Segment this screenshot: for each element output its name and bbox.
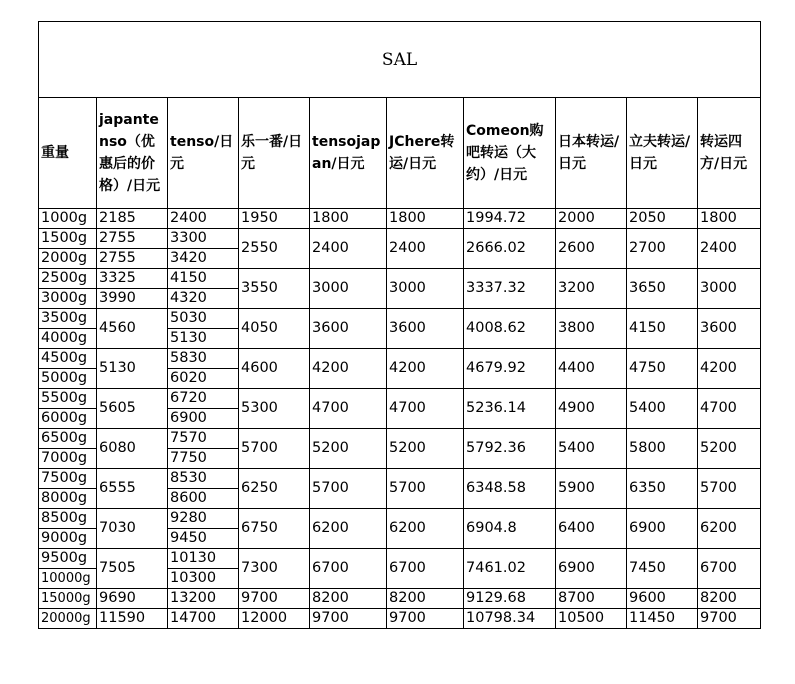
cell-weight: 7500g: [39, 469, 97, 489]
cell-lifu: 9600: [627, 589, 698, 609]
cell-weight: 5000g: [39, 369, 97, 389]
cell-tenso: 8530: [168, 469, 239, 489]
cell-jchere: 1800: [387, 209, 464, 229]
cell-weight: 9000g: [39, 529, 97, 549]
cell-sifang: 9700: [698, 609, 761, 629]
cell-weight: 4500g: [39, 349, 97, 369]
cell-riben: 3200: [556, 269, 627, 309]
header-comeon: Comeon购吧转运（大约）/日元: [464, 98, 556, 209]
table-row: [39, 389, 761, 409]
cell-tenso: 3420: [168, 249, 239, 269]
cell-japantenso: 3990: [97, 289, 168, 309]
cell-leyifan: 5300: [239, 389, 310, 429]
cell-leyifan: 7300: [239, 549, 310, 589]
cell-lifu: 7450: [627, 549, 698, 589]
cell-jchere: 4700: [387, 389, 464, 429]
cell-leyifan: 5700: [239, 429, 310, 469]
cell-comeon: 4008.62: [464, 309, 556, 349]
table-row: [39, 589, 761, 609]
cell-weight: 7000g: [39, 449, 97, 469]
cell-riben: 6400: [556, 509, 627, 549]
cell-weight: 1500g: [39, 229, 97, 249]
cell-riben: 2000: [556, 209, 627, 229]
sal-price-table-wrapper: [38, 21, 760, 629]
cell-jchere: 6200: [387, 509, 464, 549]
cell-riben: 6900: [556, 549, 627, 589]
cell-weight: 9500g: [39, 549, 97, 569]
cell-tensojapan: 9700: [310, 609, 387, 629]
cell-japantenso: 6555: [97, 469, 168, 509]
cell-japantenso: 3325: [97, 269, 168, 289]
header-jchere: JChere转运/日元: [387, 98, 464, 209]
cell-tensojapan: 6200: [310, 509, 387, 549]
cell-riben: 10500: [556, 609, 627, 629]
cell-lifu: 3650: [627, 269, 698, 309]
header-weight: 重量: [39, 98, 97, 209]
table-row: [39, 309, 761, 329]
cell-jchere: 4200: [387, 349, 464, 389]
title-row: [39, 22, 761, 98]
cell-comeon: 1994.72: [464, 209, 556, 229]
cell-leyifan: 9700: [239, 589, 310, 609]
cell-japantenso: 2755: [97, 249, 168, 269]
cell-jchere: 5700: [387, 469, 464, 509]
sal-price-table: [38, 21, 761, 629]
cell-tenso: 5130: [168, 329, 239, 349]
cell-tenso: 5830: [168, 349, 239, 369]
cell-tensojapan: 3000: [310, 269, 387, 309]
header-riben: 日本转运/日元: [556, 98, 627, 209]
cell-sifang: 8200: [698, 589, 761, 609]
cell-comeon: 4679.92: [464, 349, 556, 389]
cell-japantenso: 2755: [97, 229, 168, 249]
cell-lifu: 4750: [627, 349, 698, 389]
cell-tensojapan: 1800: [310, 209, 387, 229]
table-row: [39, 349, 761, 369]
cell-jchere: 3000: [387, 269, 464, 309]
cell-riben: 2600: [556, 229, 627, 269]
cell-japantenso: 5605: [97, 389, 168, 429]
cell-lifu: 5400: [627, 389, 698, 429]
cell-tensojapan: 3600: [310, 309, 387, 349]
cell-tenso: 13200: [168, 589, 239, 609]
cell-weight: 8500g: [39, 509, 97, 529]
cell-japantenso: 7505: [97, 549, 168, 589]
cell-comeon: 3337.32: [464, 269, 556, 309]
cell-leyifan: 6750: [239, 509, 310, 549]
cell-weight: 4000g: [39, 329, 97, 349]
cell-jchere: 6700: [387, 549, 464, 589]
cell-weight: 2500g: [39, 269, 97, 289]
table-row: [39, 269, 761, 289]
cell-weight: 1000g: [39, 209, 97, 229]
cell-weight: 5500g: [39, 389, 97, 409]
cell-japantenso: 6080: [97, 429, 168, 469]
cell-leyifan: 1950: [239, 209, 310, 229]
cell-tenso: 7570: [168, 429, 239, 449]
cell-tenso: 9280: [168, 509, 239, 529]
cell-sifang: 6200: [698, 509, 761, 549]
table-title: SAL: [39, 22, 761, 98]
cell-tensojapan: 4700: [310, 389, 387, 429]
cell-japantenso: 11590: [97, 609, 168, 629]
cell-sifang: 1800: [698, 209, 761, 229]
cell-weight: 3500g: [39, 309, 97, 329]
cell-lifu: 2050: [627, 209, 698, 229]
cell-tenso: 8600: [168, 489, 239, 509]
cell-lifu: 2700: [627, 229, 698, 269]
cell-leyifan: 2550: [239, 229, 310, 269]
cell-tenso: 7750: [168, 449, 239, 469]
cell-comeon: 5236.14: [464, 389, 556, 429]
table-row: [39, 609, 761, 629]
header-leyifan: 乐一番/日元: [239, 98, 310, 209]
cell-tenso: 2400: [168, 209, 239, 229]
cell-weight: 2000g: [39, 249, 97, 269]
cell-jchere: 8200: [387, 589, 464, 609]
cell-sifang: 4200: [698, 349, 761, 389]
header-lifu: 立夫转运/日元: [627, 98, 698, 209]
cell-weight: 15000g: [39, 589, 97, 609]
cell-sifang: 2400: [698, 229, 761, 269]
cell-tensojapan: 5700: [310, 469, 387, 509]
cell-jchere: 2400: [387, 229, 464, 269]
cell-sifang: 4700: [698, 389, 761, 429]
cell-jchere: 9700: [387, 609, 464, 629]
table-row: [39, 469, 761, 489]
cell-japantenso: 4560: [97, 309, 168, 349]
cell-leyifan: 4050: [239, 309, 310, 349]
cell-lifu: 11450: [627, 609, 698, 629]
cell-riben: 5400: [556, 429, 627, 469]
cell-tenso: 9450: [168, 529, 239, 549]
cell-tensojapan: 6700: [310, 549, 387, 589]
cell-riben: 5900: [556, 469, 627, 509]
cell-weight: 6500g: [39, 429, 97, 449]
cell-lifu: 5800: [627, 429, 698, 469]
header-sifang: 转运四方/日元: [698, 98, 761, 209]
header-japantenso: japantenso（优惠后的价格）/日元: [97, 98, 168, 209]
cell-riben: 4900: [556, 389, 627, 429]
cell-comeon: 2666.02: [464, 229, 556, 269]
cell-sifang: 6700: [698, 549, 761, 589]
cell-tenso: 10300: [168, 569, 239, 589]
cell-jchere: 3600: [387, 309, 464, 349]
cell-weight: 10000g: [39, 569, 97, 589]
cell-tenso: 14700: [168, 609, 239, 629]
cell-tenso: 4320: [168, 289, 239, 309]
cell-leyifan: 12000: [239, 609, 310, 629]
header-row: [39, 98, 761, 209]
cell-sifang: 5200: [698, 429, 761, 469]
cell-leyifan: 4600: [239, 349, 310, 389]
table-row: [39, 549, 761, 569]
cell-tensojapan: 2400: [310, 229, 387, 269]
cell-comeon: 5792.36: [464, 429, 556, 469]
cell-comeon: 6348.58: [464, 469, 556, 509]
cell-leyifan: 3550: [239, 269, 310, 309]
cell-lifu: 6350: [627, 469, 698, 509]
cell-riben: 4400: [556, 349, 627, 389]
cell-sifang: 3600: [698, 309, 761, 349]
cell-tenso: 4150: [168, 269, 239, 289]
cell-riben: 8700: [556, 589, 627, 609]
table-row: [39, 229, 761, 249]
cell-tenso: 6900: [168, 409, 239, 429]
cell-lifu: 4150: [627, 309, 698, 349]
cell-weight: 3000g: [39, 289, 97, 309]
cell-lifu: 6900: [627, 509, 698, 549]
cell-japantenso: 9690: [97, 589, 168, 609]
cell-japantenso: 5130: [97, 349, 168, 389]
cell-weight: 8000g: [39, 489, 97, 509]
cell-tenso: 6020: [168, 369, 239, 389]
cell-jchere: 5200: [387, 429, 464, 469]
cell-tenso: 10130: [168, 549, 239, 569]
cell-comeon: 6904.8: [464, 509, 556, 549]
cell-comeon: 7461.02: [464, 549, 556, 589]
table-row: [39, 429, 761, 449]
cell-tenso: 3300: [168, 229, 239, 249]
cell-riben: 3800: [556, 309, 627, 349]
cell-leyifan: 6250: [239, 469, 310, 509]
cell-comeon: 10798.34: [464, 609, 556, 629]
cell-comeon: 9129.68: [464, 589, 556, 609]
cell-weight: 6000g: [39, 409, 97, 429]
cell-japantenso: 2185: [97, 209, 168, 229]
cell-sifang: 3000: [698, 269, 761, 309]
cell-weight: 20000g: [39, 609, 97, 629]
cell-tensojapan: 8200: [310, 589, 387, 609]
cell-sifang: 5700: [698, 469, 761, 509]
cell-tenso: 5030: [168, 309, 239, 329]
header-tensojapan: tensojapan/日元: [310, 98, 387, 209]
table-row: [39, 209, 761, 229]
cell-tensojapan: 5200: [310, 429, 387, 469]
cell-japantenso: 7030: [97, 509, 168, 549]
cell-tenso: 6720: [168, 389, 239, 409]
cell-tensojapan: 4200: [310, 349, 387, 389]
header-tenso: tenso/日元: [168, 98, 239, 209]
table-row: [39, 509, 761, 529]
